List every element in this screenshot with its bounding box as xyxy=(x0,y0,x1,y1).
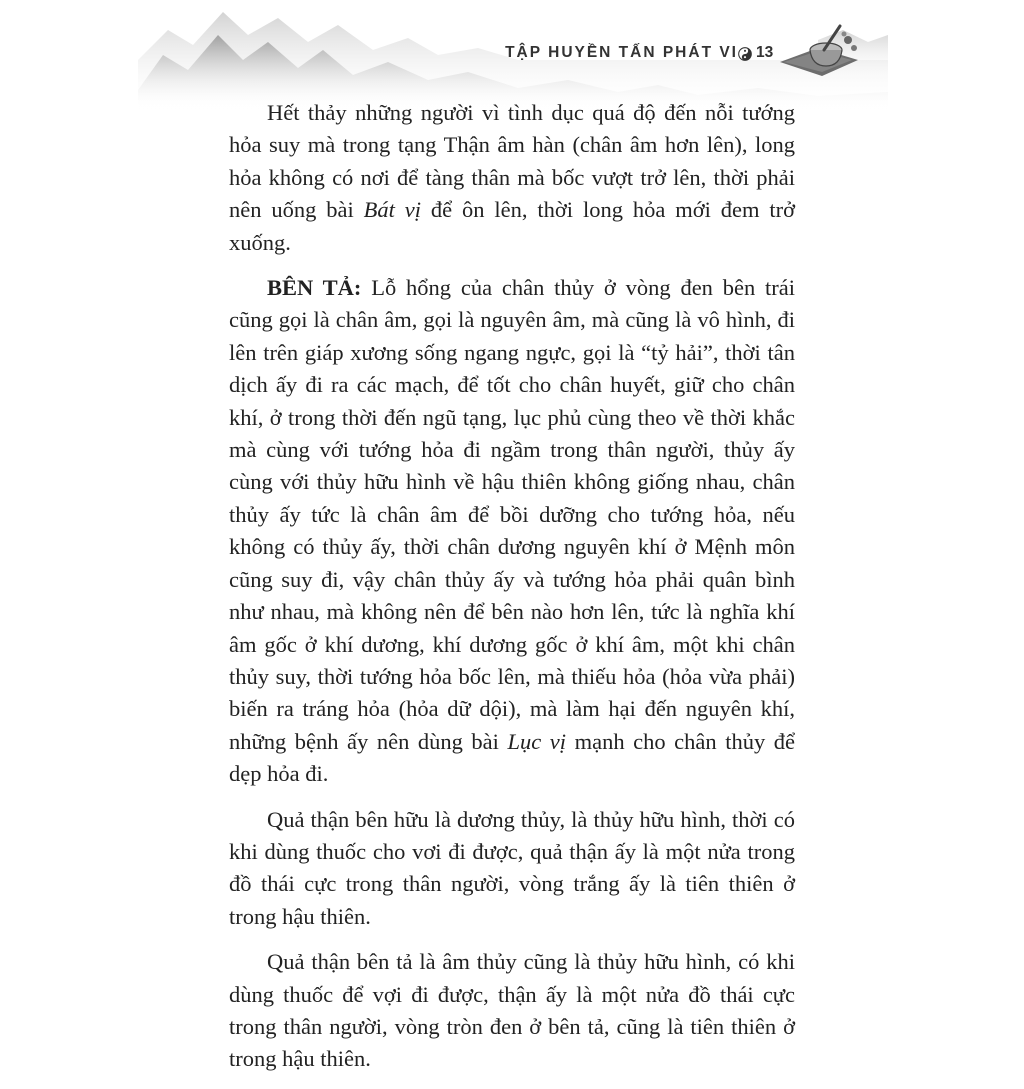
paragraph-text: mạnh cho chân thủy để dẹp hỏa đi. xyxy=(229,728,795,787)
paragraph xyxy=(229,804,795,934)
paragraph xyxy=(229,272,795,791)
paragraph xyxy=(229,97,795,259)
paragraph xyxy=(229,946,795,1076)
remedy-name: Bát vị xyxy=(363,197,422,223)
remedy-name: Lục vị xyxy=(507,728,567,754)
page-number: 13 xyxy=(756,44,774,61)
paragraph-text: Lỗ hổng của chân thủy ở vòng đen bên trái cũng gọi là chân âm, gọi là nguyên âm, mà cũng là vô hình, đi lên trên giáp xương sống ngang ngực, gọi là “tỷ hải”, thời tân dịch ấy đi ra các mạch, để tốt cho chân huyết, giữ cho chân khí, ở trong thời đến ngũ tạng, lục phủ cùng theo về thời khắc mà cùng với tướng hỏa đi ngầm trong thân người, thủy ấy cùng với thủy hữu hình về hậu thiên không giống nhau, chân thủy ấy tức là chân âm để bồi dưỡng cho tướng hỏa, nếu không có thủy ấy, thời chân dương nguyên khí ở Mệnh môn cũng suy đi, vậy chân thủy ấy và tướng hỏa phải quân bình như nhau, mà không nên để bên nào hơn lên, tức là nghĩa khí âm gốc ở khí dương, khí dương gốc ở khí âm, một khi chân thủy suy, thời tướng hỏa bốc lên, mà thiếu hỏa (hỏa vừa phải) biến ra tráng hỏa (hỏa dữ dội), mà làm hại đến nguyên khí, những bệnh ấy nên dùng bài xyxy=(229,275,796,754)
running-head-title: TẬP HUYỀN TẤN PHÁT VI xyxy=(505,44,738,61)
paragraph-text: Quả thận bên tả là âm thủy cũng là thủy hữu hình, có khi dùng thuốc để vợi đi được, thận ấy là một nửa đồ thái cực trong thân người, vòng tròn đen ở bên tả, cũng là tiên thiên ở trong hậu thiên. xyxy=(229,949,795,1072)
body-text xyxy=(229,97,795,1089)
paragraph-text: để ôn lên, thời long hỏa mới đem trở xuống. xyxy=(229,197,795,255)
paragraph-text: Quả thận bên hữu là dương thủy, là thủy hữu hình, thời có khi dùng thuốc cho vơi đi được, quả thận ấy là một nửa trong đồ thái cực trong thân người, vòng trắng ấy là tiên thiên ở trong hậu thiên. xyxy=(229,806,795,929)
herbal-mortar-icon xyxy=(778,20,860,80)
yin-yang-icon xyxy=(738,47,752,61)
section-heading: BÊN TẢ: xyxy=(267,275,362,301)
paragraph-text: Hết thảy những người vì tình dục quá độ đến nỗi tướng hỏa suy mà trong tạng Thận âm hàn (chân âm hơn lên), long hỏa không có nơi để tàng thân mà bốc vượt trở lên, thời phải nên uống bài xyxy=(229,100,795,223)
